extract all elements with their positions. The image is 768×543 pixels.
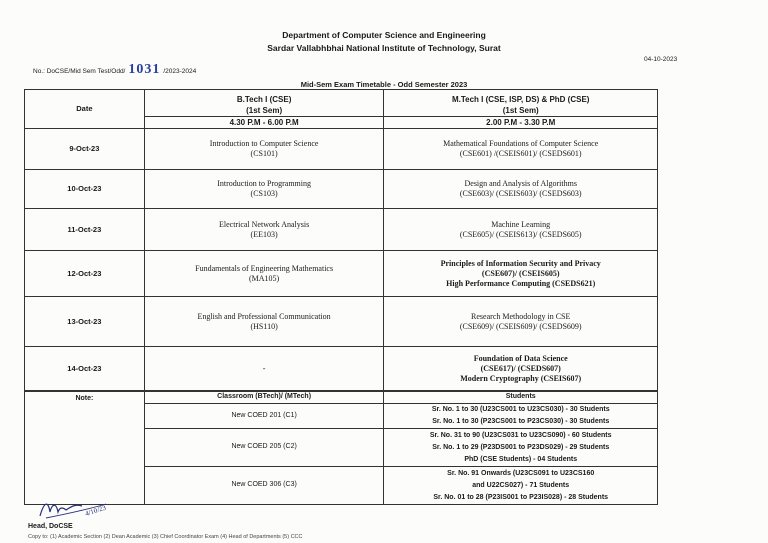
- btech-subject: Fundamentals of Engineering Mathematics (MA105): [144, 251, 384, 297]
- mtech-program: M.Tech I (CSE, ISP, DS) & PhD (CSE): [451, 95, 590, 104]
- exam-date: 10-Oct-23: [25, 170, 145, 209]
- exam-date: 13-Oct-23: [25, 297, 145, 347]
- table-row: [25, 209, 658, 251]
- btech-semester: (1st Sem): [246, 106, 283, 115]
- btech-subject: Introduction to Programming (CS103): [144, 170, 384, 209]
- btech-program: B.Tech I (CSE): [236, 95, 292, 104]
- date-column-header: Date: [25, 90, 145, 129]
- signature-date: 4/10/23: [84, 503, 107, 518]
- classroom-column-header: Classroom (BTech)/ (MTech): [144, 391, 384, 404]
- issue-date: 04-10-2023: [644, 56, 678, 63]
- exam-date: 11-Oct-23: [25, 209, 145, 251]
- mtech-subject: Foundation of Data Science (CSE617)/ (CSEDS607) Modern Cryptography (CSEIS607): [384, 347, 658, 392]
- students-column-header: Students: [384, 391, 658, 404]
- signature-image: [36, 494, 116, 522]
- mtech-time: 2.00 P.M - 3.30 P.M: [384, 116, 657, 128]
- btech-subject: -: [144, 347, 384, 392]
- btech-column-header: [144, 90, 384, 129]
- classroom-header-row: [25, 391, 658, 404]
- classroom-name: New COED 306 (C3): [144, 467, 384, 505]
- table-row: [25, 251, 658, 297]
- btech-subject: English and Professional Communication (HS110): [144, 297, 384, 347]
- classroom-name: New COED 205 (C2): [144, 429, 384, 467]
- mtech-subject: Principles of Information Security and Privacy (CSE607)/ (CSEIS605) High Performance Computing (CSEDS621): [384, 251, 658, 297]
- student-allocation: Sr. No. 1 to 30 (U23CS001 to U23CS030) - 30 Students Sr. No. 1 to 30 (P23CS001 to P23CS030) - 30 Students: [384, 404, 658, 429]
- classroom-name: New COED 201 (C1): [144, 404, 384, 429]
- reference-suffix: /2023-2024: [163, 68, 197, 75]
- student-allocation: Sr. No. 91 Onwards (U23CS091 to U23CS160 and U22CS027) - 71 Students Sr. No. 01 to 28 (P23IS001 to P23IS028) - 28 Students: [384, 467, 658, 505]
- timetable: [24, 89, 658, 392]
- note-label: Note:: [25, 391, 145, 505]
- student-allocation: Sr. No. 31 to 90 (U23CS031 to U23CS090) - 60 Students Sr. No. 1 to 29 (P23DS001 to P23DS029) - 29 Students PhD (CSE Students) - 04 Students: [384, 429, 658, 467]
- table-row: [25, 297, 658, 347]
- classroom-table: [24, 390, 658, 505]
- reference-prefix: No.: DoCSE/Mid Sem Test/Odd/: [33, 68, 126, 75]
- btech-subject: Introduction to Computer Science (CS101): [144, 129, 384, 170]
- table-row: [25, 347, 658, 392]
- mtech-subject: Research Methodology in CSE (CSE609)/ (CSEIS609)/ (CSEDS609): [384, 297, 658, 347]
- reference-number: [33, 62, 196, 78]
- table-row: [25, 170, 658, 209]
- mtech-column-header: [384, 90, 658, 129]
- institute-name: Sardar Vallabhbhai National Institute of Technology, Surat: [267, 43, 501, 53]
- table-row: [25, 129, 658, 170]
- btech-subject: Electrical Network Analysis (EE103): [144, 209, 384, 251]
- timetable-header-row: [25, 90, 658, 129]
- btech-time: 4.30 P.M - 6.00 P.M: [145, 116, 384, 128]
- reference-handwritten-number: 1031: [128, 62, 161, 77]
- mtech-semester: (1st Sem): [502, 106, 539, 115]
- exam-date: 9-Oct-23: [25, 129, 145, 170]
- exam-date: 14-Oct-23: [25, 347, 145, 392]
- mtech-subject: Design and Analysis of Algorithms (CSE603)/ (CSEIS603)/ (CSEDS603): [384, 170, 658, 209]
- signatory: Head, DoCSE: [28, 523, 73, 530]
- department-name: Department of Computer Science and Engineering: [282, 30, 486, 40]
- exam-date: 12-Oct-23: [25, 251, 145, 297]
- copy-to: Copy to: (1) Academic Section (2) Dean Academic (3) Chief Coordinator Exam (4) Head of Departments (5) CCC: [28, 534, 303, 540]
- mtech-subject: Mathematical Foundations of Computer Science (CSE601) /(CSEIS601)/ (CSEDS601): [384, 129, 658, 170]
- mtech-subject: Machine Learning (CSE605)/ (CSEIS613)/ (CSEDS605): [384, 209, 658, 251]
- timetable-title: Mid-Sem Exam Timetable - Odd Semester 2023: [300, 80, 468, 89]
